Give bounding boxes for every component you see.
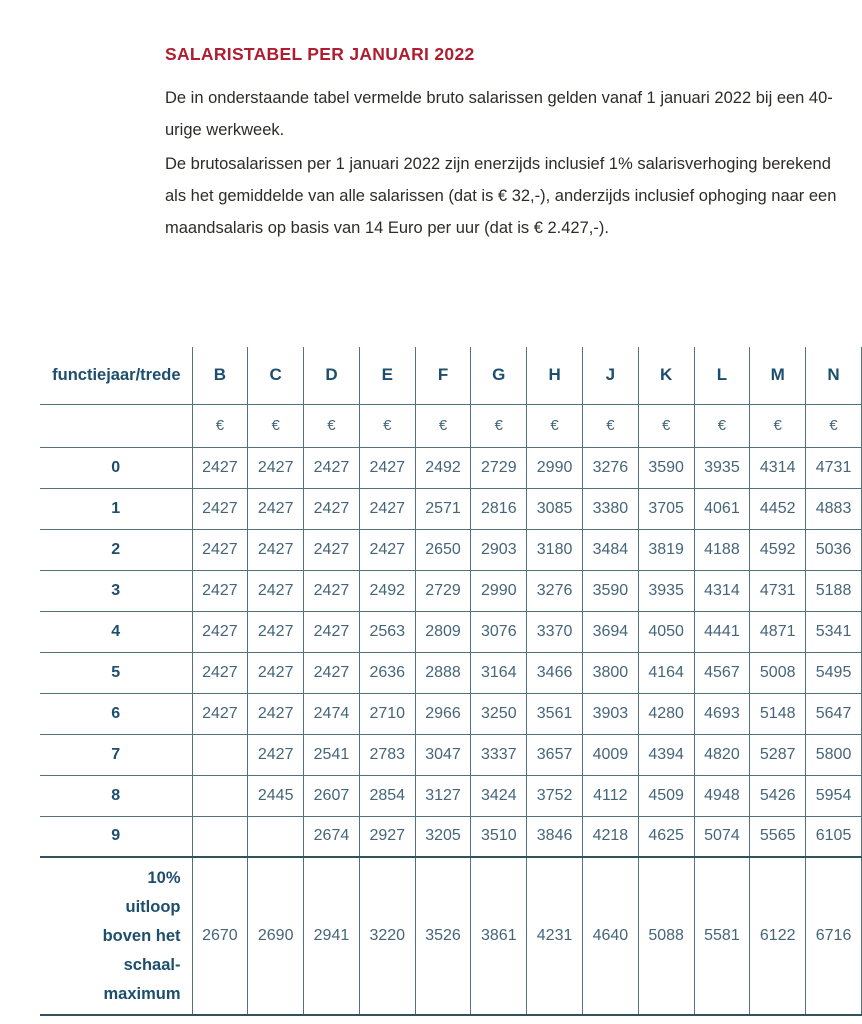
salary-value-cell: 2607 <box>304 775 360 816</box>
salary-value-cell: 3220 <box>359 857 415 1015</box>
salary-value-cell: 3424 <box>471 775 527 816</box>
salary-value-cell: 2674 <box>304 816 360 857</box>
currency-cell: € <box>694 404 750 447</box>
salary-value-cell: 2816 <box>471 488 527 529</box>
salary-value-cell: 3903 <box>582 693 638 734</box>
column-header-g: G <box>471 347 527 404</box>
salary-value-cell: 3510 <box>471 816 527 857</box>
table-header-row <box>40 347 862 404</box>
salary-value-cell: 3370 <box>527 611 583 652</box>
salary-value-cell: 4112 <box>582 775 638 816</box>
currency-row <box>40 404 862 447</box>
salary-value-cell: 4625 <box>638 816 694 857</box>
table-row-trede-1 <box>40 488 862 529</box>
trede-label: 6 <box>40 693 192 734</box>
salary-value-cell: 2427 <box>248 693 304 734</box>
table-row-trede-2 <box>40 529 862 570</box>
trede-label: 3 <box>40 570 192 611</box>
salary-value-cell: 4731 <box>750 570 806 611</box>
currency-cell: € <box>192 404 248 447</box>
salary-value-cell: 2729 <box>471 447 527 488</box>
salary-value-cell: 2636 <box>359 652 415 693</box>
salary-value-cell: 2427 <box>248 447 304 488</box>
column-header-l: L <box>694 347 750 404</box>
salary-value-cell: 2427 <box>248 734 304 775</box>
salary-value-cell: 2427 <box>248 611 304 652</box>
table-row-trede-7 <box>40 734 862 775</box>
salary-value-cell: 3085 <box>527 488 583 529</box>
salary-value-cell: 2427 <box>359 529 415 570</box>
salary-table-body <box>40 447 862 1015</box>
salary-value-cell: 4820 <box>694 734 750 775</box>
column-header-e: E <box>359 347 415 404</box>
salary-value-cell: 2427 <box>304 652 360 693</box>
salary-value-cell: 3250 <box>471 693 527 734</box>
currency-cell: € <box>527 404 583 447</box>
currency-cell: € <box>582 404 638 447</box>
salary-value-cell: 3657 <box>527 734 583 775</box>
salary-value-cell: 2783 <box>359 734 415 775</box>
salary-value-cell: 6105 <box>806 816 862 857</box>
salary-value-cell: 2427 <box>304 611 360 652</box>
salary-value-cell: 3205 <box>415 816 471 857</box>
salary-value-cell: 2990 <box>527 447 583 488</box>
trede-label: 8 <box>40 775 192 816</box>
salary-value-cell: 3846 <box>527 816 583 857</box>
salary-value-cell: 4731 <box>806 447 862 488</box>
salary-value-cell <box>248 816 304 857</box>
currency-cell: € <box>638 404 694 447</box>
salary-value-cell: 2492 <box>359 570 415 611</box>
currency-cell: € <box>248 404 304 447</box>
salary-value-cell: 3705 <box>638 488 694 529</box>
salary-value-cell: 3180 <box>527 529 583 570</box>
footer-label-line: maximum <box>103 984 181 1003</box>
salary-value-cell: 3752 <box>527 775 583 816</box>
intro-paragraph-2: De brutosalarissen per 1 januari 2022 zijn enerzijds inclusief 1% salarisverhoging berekend als het gemiddelde van alle salarissen (dat is € 32,-), anderzijds inclusief ophoging naar een maandsalaris op basis van 14 Euro per uur (dat is € 2.427,-). <box>165 155 837 237</box>
salary-value-cell: 5341 <box>806 611 862 652</box>
salary-value-cell: 2427 <box>192 529 248 570</box>
salary-value-cell: 3861 <box>471 857 527 1015</box>
currency-cell: € <box>359 404 415 447</box>
salary-value-cell: 4693 <box>694 693 750 734</box>
salary-value-cell: 2492 <box>415 447 471 488</box>
table-row-trede-8 <box>40 775 862 816</box>
salary-value-cell: 4218 <box>582 816 638 857</box>
salary-value-cell: 5565 <box>750 816 806 857</box>
salary-value-cell: 4164 <box>638 652 694 693</box>
trede-label: 1 <box>40 488 192 529</box>
footer-label <box>40 857 192 1015</box>
salary-value-cell: 3076 <box>471 611 527 652</box>
footer-label-line: schaal- <box>123 955 181 974</box>
salary-value-cell: 3380 <box>582 488 638 529</box>
salary-value-cell: 3337 <box>471 734 527 775</box>
salary-value-cell: 4592 <box>750 529 806 570</box>
salary-value-cell: 2854 <box>359 775 415 816</box>
currency-cell: € <box>750 404 806 447</box>
salary-value-cell: 3526 <box>415 857 471 1015</box>
salary-value-cell: 2474 <box>304 693 360 734</box>
currency-cell: € <box>471 404 527 447</box>
salary-value-cell: 4280 <box>638 693 694 734</box>
salary-value-cell: 2427 <box>192 447 248 488</box>
table-row-trede-0 <box>40 447 862 488</box>
footer-label-line: uitloop <box>125 897 181 916</box>
salary-value-cell: 3935 <box>694 447 750 488</box>
salary-value-cell: 4314 <box>750 447 806 488</box>
currency-cell: € <box>806 404 862 447</box>
salary-value-cell: 2670 <box>192 857 248 1015</box>
salary-value-cell: 5287 <box>750 734 806 775</box>
salary-value-cell: 5008 <box>750 652 806 693</box>
salary-value-cell: 5647 <box>806 693 862 734</box>
salary-value-cell: 4441 <box>694 611 750 652</box>
salary-value-cell: 2903 <box>471 529 527 570</box>
salary-value-cell: 4231 <box>527 857 583 1015</box>
salary-value-cell: 2888 <box>415 652 471 693</box>
salary-value-cell: 2541 <box>304 734 360 775</box>
trede-label: 2 <box>40 529 192 570</box>
salary-value-cell: 3935 <box>638 570 694 611</box>
salary-value-cell: 2427 <box>248 529 304 570</box>
salary-value-cell: 3800 <box>582 652 638 693</box>
salary-value-cell: 2427 <box>248 570 304 611</box>
column-header-f: F <box>415 347 471 404</box>
table-footer-row <box>40 857 862 1015</box>
salary-value-cell: 4883 <box>806 488 862 529</box>
salary-value-cell: 3484 <box>582 529 638 570</box>
trede-label: 4 <box>40 611 192 652</box>
salary-table <box>40 347 862 1016</box>
salary-value-cell: 2927 <box>359 816 415 857</box>
table-row-trede-9 <box>40 816 862 857</box>
salary-value-cell: 5148 <box>750 693 806 734</box>
table-row-trede-6 <box>40 693 862 734</box>
table-row-trede-3 <box>40 570 862 611</box>
salary-value-cell <box>192 775 248 816</box>
salary-value-cell: 4394 <box>638 734 694 775</box>
column-header-b: B <box>192 347 248 404</box>
column-header-h: H <box>527 347 583 404</box>
salary-value-cell: 2427 <box>192 693 248 734</box>
salary-value-cell: 4009 <box>582 734 638 775</box>
salary-value-cell: 3561 <box>527 693 583 734</box>
salary-value-cell <box>192 734 248 775</box>
salary-value-cell: 2427 <box>359 447 415 488</box>
salary-value-cell: 5426 <box>750 775 806 816</box>
salary-value-cell: 4188 <box>694 529 750 570</box>
salary-value-cell: 5074 <box>694 816 750 857</box>
salary-value-cell: 3276 <box>527 570 583 611</box>
salary-value-cell: 5495 <box>806 652 862 693</box>
footer-label-line: 10% <box>147 868 181 887</box>
salary-value-cell: 2427 <box>248 488 304 529</box>
table-row-trede-5 <box>40 652 862 693</box>
salary-value-cell: 2563 <box>359 611 415 652</box>
trede-label: 7 <box>40 734 192 775</box>
salary-value-cell: 4452 <box>750 488 806 529</box>
column-header-n: N <box>806 347 862 404</box>
column-header-j: J <box>582 347 638 404</box>
salary-value-cell: 2571 <box>415 488 471 529</box>
salary-value-cell: 2990 <box>471 570 527 611</box>
salary-value-cell: 3466 <box>527 652 583 693</box>
salary-value-cell: 2427 <box>192 488 248 529</box>
page-title: SALARISTABEL PER JANUARI 2022 <box>165 44 475 64</box>
salary-value-cell: 5188 <box>806 570 862 611</box>
salary-value-cell: 2427 <box>304 447 360 488</box>
salary-value-cell <box>192 816 248 857</box>
trede-label: 0 <box>40 447 192 488</box>
salary-value-cell: 4871 <box>750 611 806 652</box>
table-row-trede-4 <box>40 611 862 652</box>
salary-value-cell: 3819 <box>638 529 694 570</box>
salary-value-cell: 3694 <box>582 611 638 652</box>
salary-value-cell: 2427 <box>192 611 248 652</box>
salary-value-cell: 6122 <box>750 857 806 1015</box>
currency-cell: € <box>415 404 471 447</box>
intro-paragraph-1: De in onderstaande tabel vermelde bruto salarissen gelden vanaf 1 januari 2022 bij een 40-urige werkweek. <box>165 89 833 139</box>
salary-value-cell: 3590 <box>638 447 694 488</box>
salary-value-cell: 2710 <box>359 693 415 734</box>
salary-value-cell: 4509 <box>638 775 694 816</box>
salary-value-cell: 4050 <box>638 611 694 652</box>
salary-value-cell: 2427 <box>248 652 304 693</box>
salary-value-cell: 3164 <box>471 652 527 693</box>
salary-value-cell: 5036 <box>806 529 862 570</box>
salary-value-cell: 2690 <box>248 857 304 1015</box>
column-header-c: C <box>248 347 304 404</box>
column-header-m: M <box>750 347 806 404</box>
salary-value-cell: 4061 <box>694 488 750 529</box>
salary-value-cell: 2427 <box>304 488 360 529</box>
salary-value-cell: 2966 <box>415 693 471 734</box>
salary-value-cell: 6716 <box>806 857 862 1015</box>
currency-row-empty-cell <box>40 404 192 447</box>
currency-cell: € <box>304 404 360 447</box>
salary-value-cell: 2445 <box>248 775 304 816</box>
salary-value-cell: 2427 <box>192 570 248 611</box>
salary-value-cell: 3276 <box>582 447 638 488</box>
salary-value-cell: 3590 <box>582 570 638 611</box>
column-header-d: D <box>304 347 360 404</box>
salary-value-cell: 4640 <box>582 857 638 1015</box>
column-header-k: K <box>638 347 694 404</box>
corner-label: functiejaar/trede <box>40 347 192 404</box>
salary-value-cell: 4314 <box>694 570 750 611</box>
salary-value-cell: 5088 <box>638 857 694 1015</box>
footer-label-line: boven het <box>102 926 181 945</box>
salary-value-cell: 4567 <box>694 652 750 693</box>
salary-value-cell: 3127 <box>415 775 471 816</box>
salary-value-cell: 4948 <box>694 775 750 816</box>
salary-value-cell: 2427 <box>304 570 360 611</box>
salary-value-cell: 2809 <box>415 611 471 652</box>
salary-value-cell: 2427 <box>192 652 248 693</box>
trede-label: 5 <box>40 652 192 693</box>
salary-value-cell: 5800 <box>806 734 862 775</box>
salary-value-cell: 2427 <box>359 488 415 529</box>
salary-value-cell: 5954 <box>806 775 862 816</box>
trede-label: 9 <box>40 816 192 857</box>
salary-value-cell: 3047 <box>415 734 471 775</box>
salary-value-cell: 5581 <box>694 857 750 1015</box>
salary-value-cell: 2729 <box>415 570 471 611</box>
salary-value-cell: 2941 <box>304 857 360 1015</box>
salary-value-cell: 2427 <box>304 529 360 570</box>
salary-value-cell: 2650 <box>415 529 471 570</box>
